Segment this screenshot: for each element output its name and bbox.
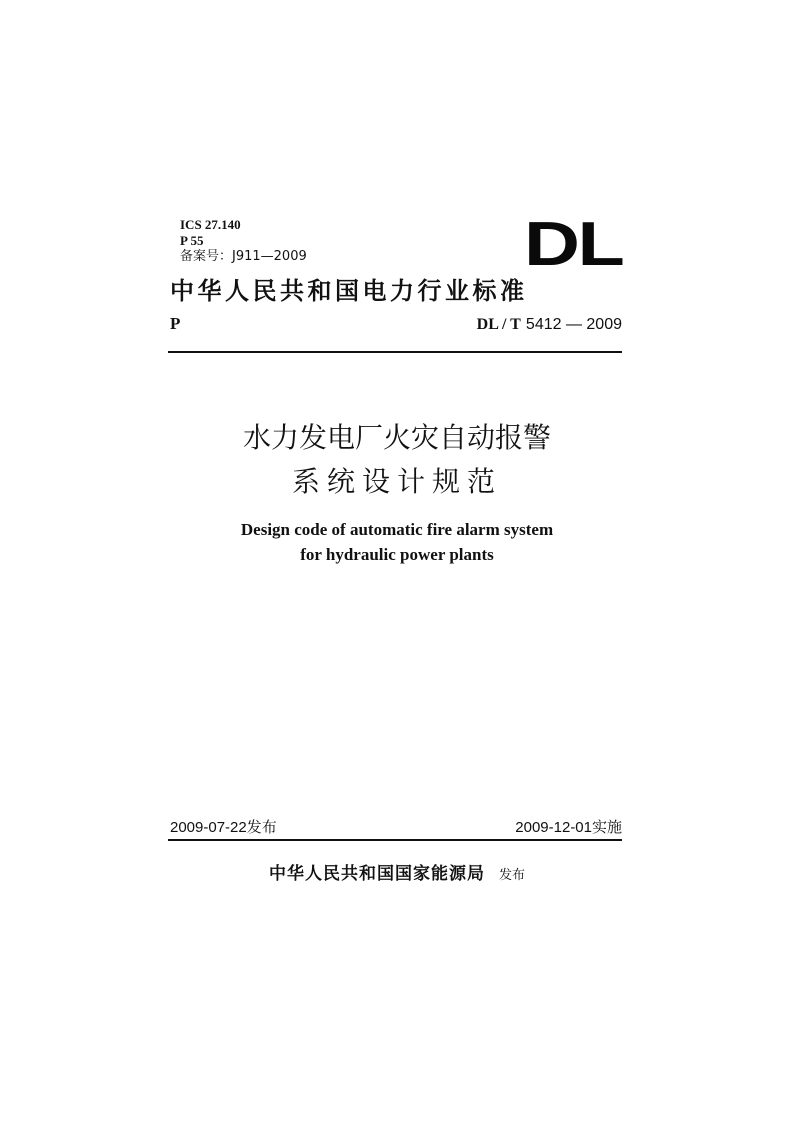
chinese-title-line-1: 水力发电厂火灾自动报警 [242, 421, 551, 454]
classification-code: P 55 [180, 233, 204, 248]
implementation-date: 2009-12-01实施 [515, 819, 622, 836]
publisher-organization: 中华人民共和国国家能源局 [268, 864, 485, 884]
filing-number: 备案号：J911—2009 [180, 249, 307, 264]
header-divider [168, 351, 622, 353]
issue-date: 2009-07-22发布 [170, 819, 277, 836]
standard-title: 中华人民共和国电力行业标准 [170, 276, 528, 305]
publisher-verb: 发布 [498, 868, 525, 883]
standard-number [477, 314, 622, 335]
class-code: P [170, 314, 181, 333]
ics-code: ICS 27.140 [180, 217, 241, 232]
standard-number-prefix: DL / T [476, 316, 521, 333]
english-title-line-1: Design code of automatic fire alarm system [240, 520, 554, 539]
english-title-line-2: for hydraulic power plants [300, 545, 494, 564]
publisher [0, 862, 794, 888]
standard-number-value: 5412 — 2009 [525, 316, 622, 333]
footer-divider [168, 839, 622, 841]
dl-logo: DL [524, 210, 623, 279]
chinese-title-line-2: 系统设计规范 [291, 465, 502, 498]
